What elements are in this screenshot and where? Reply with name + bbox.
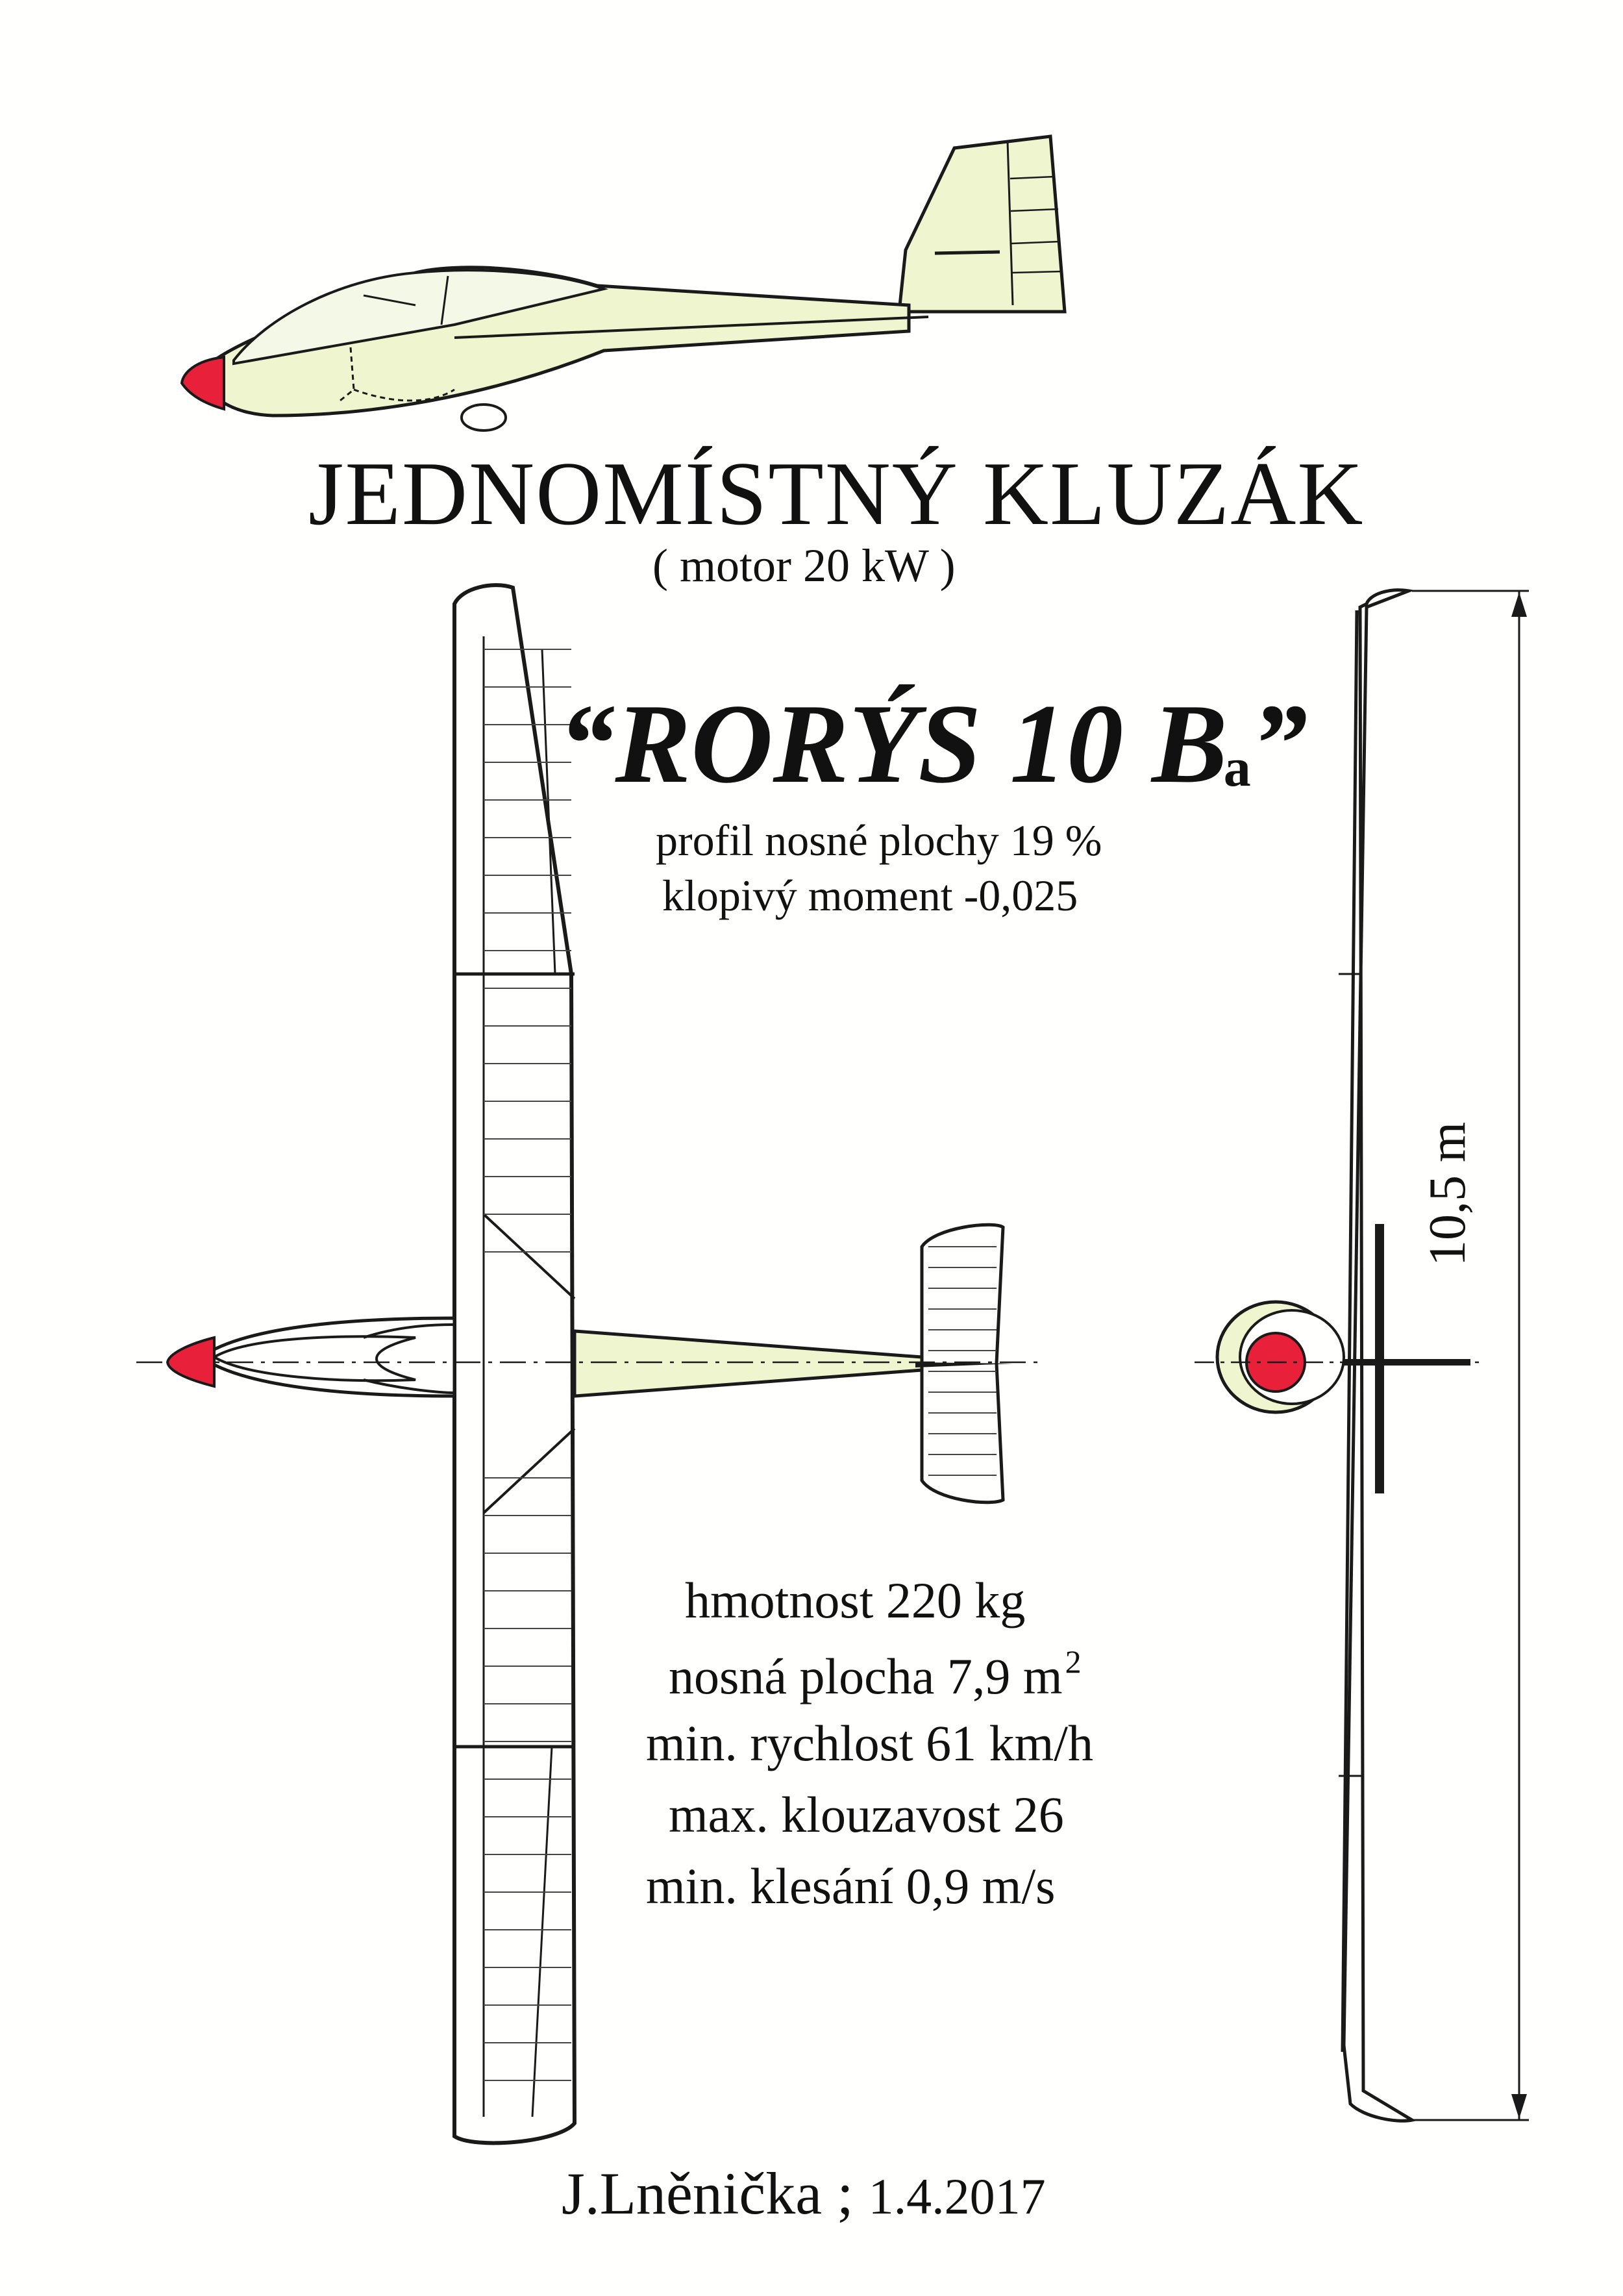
dimension-arrow-top <box>1511 592 1527 617</box>
author-name: J.Lněnička ; <box>562 2160 854 2227</box>
spec-min-speed: min. rychlost 61 km/h <box>646 1715 1093 1771</box>
top-tail-boom <box>575 1331 922 1396</box>
model-name-text: “RORÝS 10 B <box>558 680 1228 806</box>
author-signature <box>562 2159 1046 2228</box>
top-nose-cone <box>167 1338 214 1386</box>
landing-wheel <box>462 405 506 430</box>
side-view <box>182 136 1065 430</box>
side-nose-cone <box>182 357 224 409</box>
front-view <box>1195 590 1529 2121</box>
side-tailplane <box>935 252 1000 253</box>
model-close-quote: ” <box>1250 680 1308 806</box>
span-dimension-line <box>1412 591 1529 2120</box>
spec-wing-area-value: nosná plocha 7,9 m <box>669 1648 1063 1704</box>
pitching-moment-text: klopivý moment -0,025 <box>662 871 1078 920</box>
spec-max-glide: max. klouzavost 26 <box>669 1786 1064 1843</box>
engine-subtitle: ( motor 20 kW ) <box>652 540 956 592</box>
spec-min-sink: min. klesání 0,9 m/s <box>646 1858 1056 1914</box>
spec-wing-area-exponent: 2 <box>1065 1643 1082 1680</box>
wingspan-label: 10,5 m <box>1419 1121 1476 1266</box>
spec-wing-area <box>669 1643 1082 1706</box>
spec-mass: hmotnost 220 kg <box>685 1572 1026 1628</box>
model-name <box>558 679 1307 809</box>
model-variant: a <box>1223 738 1251 798</box>
drawing-title: JEDNOMÍSTNÝ KLUZÁK <box>308 443 1365 544</box>
side-fin <box>899 136 1065 312</box>
dimension-arrow-bottom <box>1511 2094 1527 2119</box>
drawing-date: 1.4.2017 <box>868 2168 1046 2225</box>
top-wing <box>454 585 575 2143</box>
wing-profile-text: profil nosné plochy 19 % <box>656 816 1102 865</box>
